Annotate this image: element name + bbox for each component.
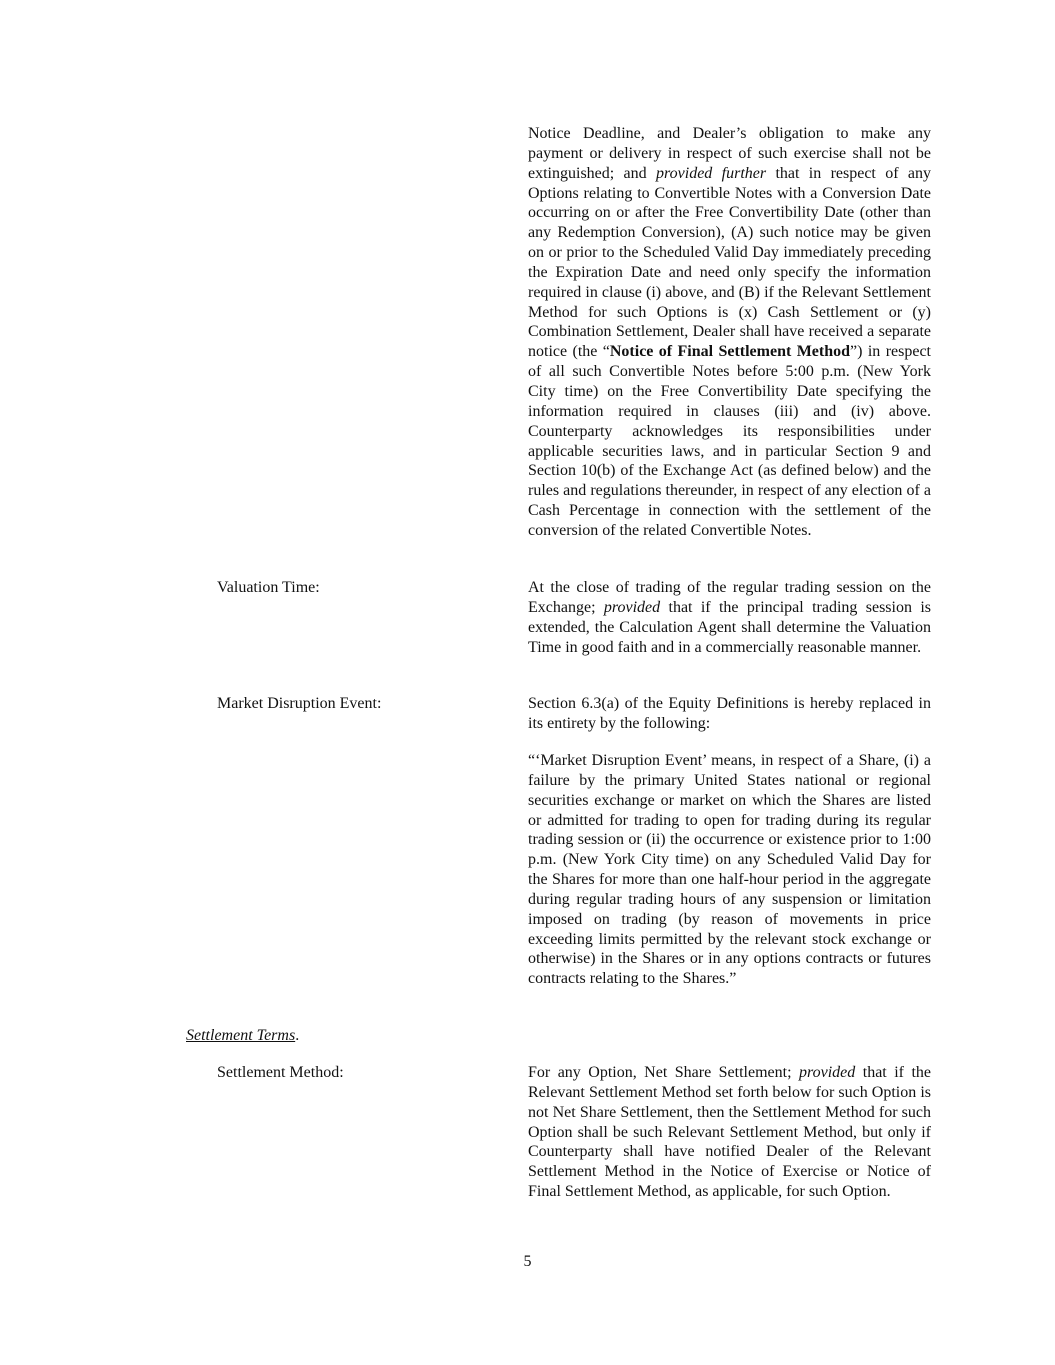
- settlement-terms-heading: [186, 1026, 299, 1046]
- text-run: At the close of trading of the regular trading session on the Exchange;: [528, 579, 931, 616]
- defined-term-notice-of-final-settlement-method: Notice of Final Settlement Method: [609, 343, 851, 361]
- page-number: 5: [523, 1253, 532, 1270]
- text-run: that if the Relevant Settlement Method set forth below for such Option is not Net Share Settlement, then the Settlement Method for such Option shall be such Relevant Settlement Method, but only if Counterparty shall have notified Dealer of the Relevant Settlement Method in the Notice of Exercise or Notice of Final Settlement Method, as applicable, for such Option.: [528, 1064, 931, 1201]
- heading-period: .: [295, 1027, 300, 1044]
- continued-paragraph: [528, 124, 931, 541]
- valuation-time-text: [528, 578, 931, 657]
- text-run: Notice Deadline, and Dealer’s obligation to make any payment or delivery in respect of such exercise shall not be extinguished; and: [528, 125, 931, 182]
- text-run: For any Option, Net Share Settlement;: [528, 1064, 799, 1081]
- heading-text: Settlement Terms: [186, 1027, 296, 1044]
- settlement-method-text: [528, 1063, 931, 1202]
- valuation-time-label: Valuation Time:: [217, 579, 320, 596]
- market-disruption-event-intro: Section 6.3(a) of the Equity Definitions is hereby replaced in its entirety by the following:: [528, 695, 931, 732]
- italic-run: provided: [603, 598, 661, 616]
- market-disruption-event-label: Market Disruption Event:: [217, 695, 382, 712]
- text-run: ”) in respect of all such Convertible Notes before 5:00 p.m. (New York City time) on the Free Convertibility Date specifying the information required in clauses (iii) and (iv) above. Counterparty acknowledges its responsibilities under applicable securities laws, and in particular Section 9 and Section 10(b) of the Exchange Act (as defined below) and the rules and regulations thereunder, in respect of any election of a Cash Percentage in connection with the settlement of the conversion of the related Convertible Notes.: [528, 343, 931, 539]
- text-run: that in respect of any Options relating to Convertible Notes with a Conversion Date occurring on or after the Free Convertibility Date (other than any Redemption Conversion), (A) such notice may be given on or prior to the Scheduled Valid Day immediately preceding the Expiration Date and need only specify the information required in clause (i) above, and (B) if the Relevant Settlement Method for such Options is (x) Cash Settlement or (y) Combination Settlement, Dealer shall have received a separate notice (the “: [528, 164, 932, 361]
- text-run: that if the principal trading session is extended, the Calculation Agent shall determine the Valuation Time in good faith and in a commercially reasonable manner.: [528, 598, 931, 656]
- settlement-method-label: Settlement Method:: [217, 1064, 344, 1081]
- italic-run: provided further: [656, 164, 767, 182]
- market-disruption-event-definition: “‘Market Disruption Event’ means, in respect of a Share, (i) a failure by the primary United States national or regional securities exchange or market on which the Shares are listed or admitted for trading to open for trading during its regular trading session or (ii) the occurrence or existence prior to 1:00 p.m. (New York City time) on any Scheduled Valid Day for the Shares for more than one half-hour period in the aggregate during regular trading hours of any suspension or limitation imposed on trading (by reason of movements in price exceeding limits permitted by the relevant stock exchange or otherwise) in the Shares or in any options contracts or futures contracts relating to the Shares.”: [528, 752, 931, 988]
- italic-run: provided: [799, 1064, 856, 1081]
